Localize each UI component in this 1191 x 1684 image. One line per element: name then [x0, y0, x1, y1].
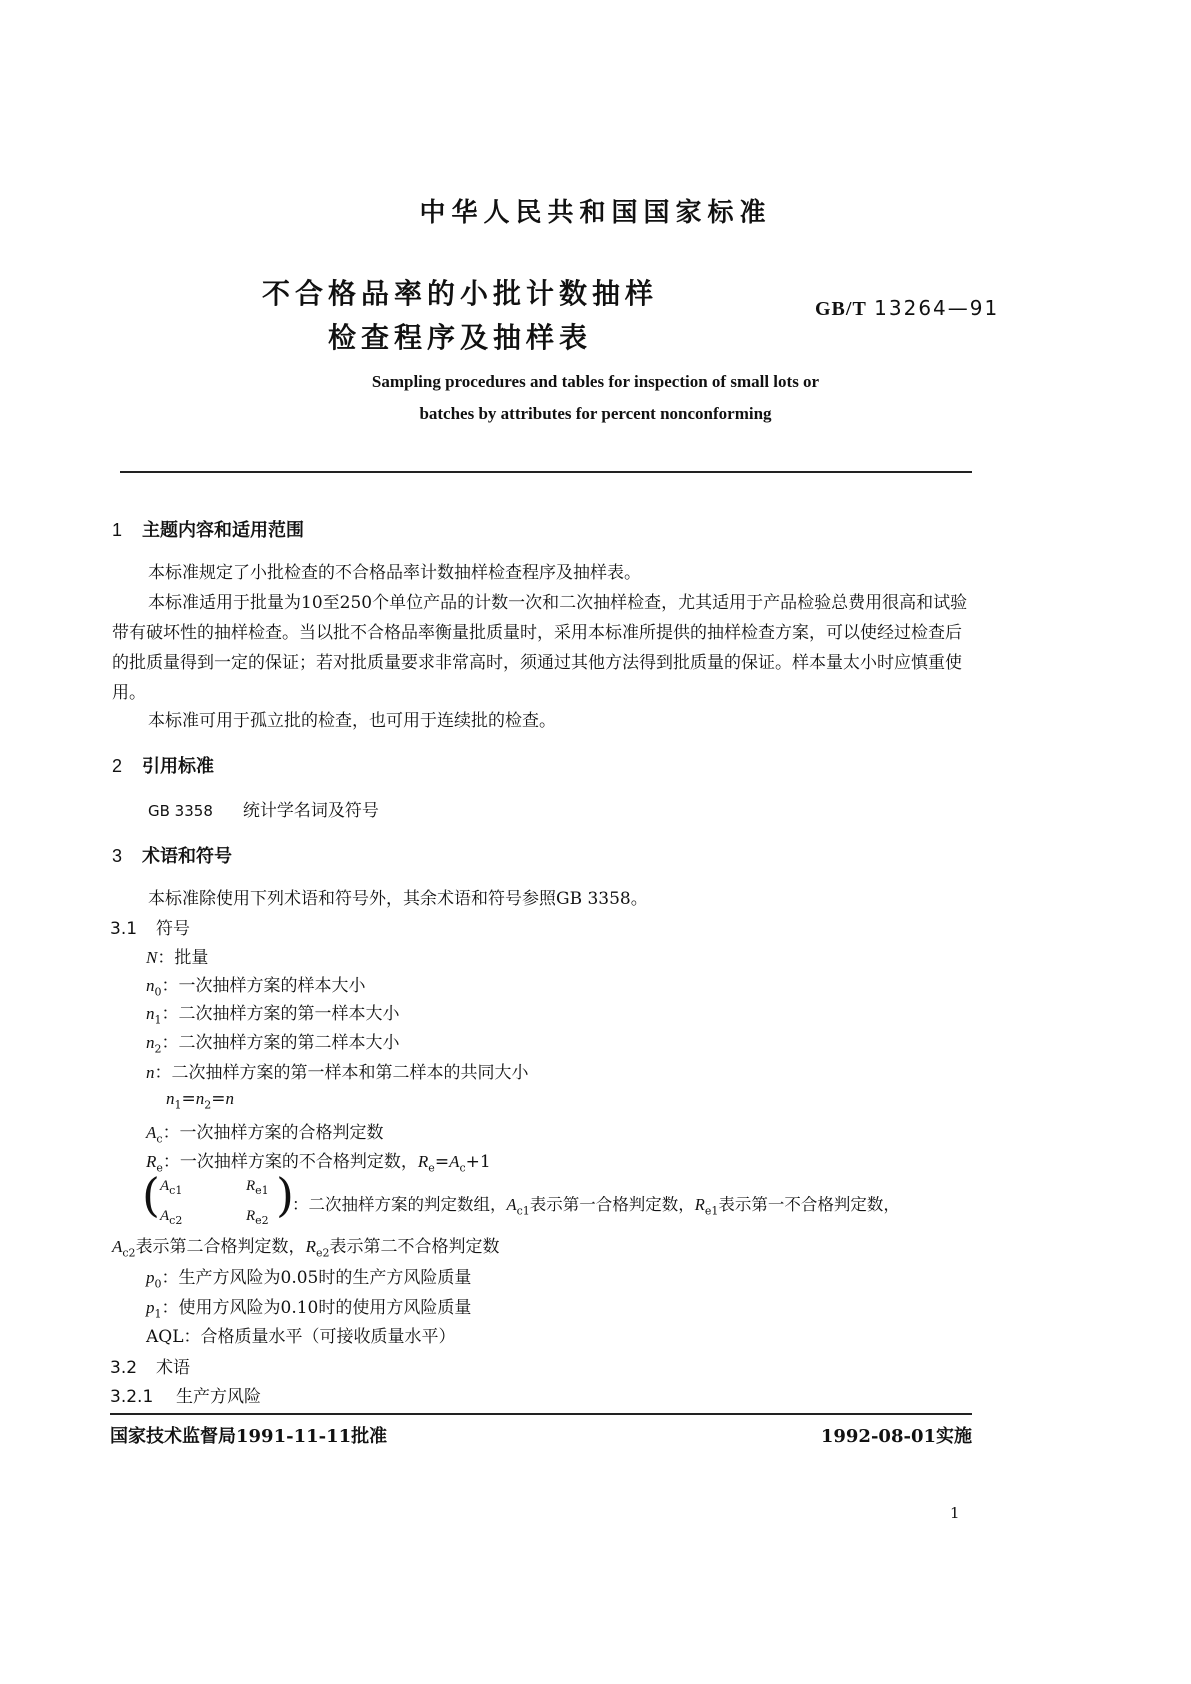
symbol-p1-definition: ：使用方风险为0.10时的使用方风险质量: [161, 1298, 472, 1318]
symbol-n-definition: ：二次抽样方案的第一样本和第二样本的共同大小: [154, 1063, 529, 1083]
def-Re2-subscript: e2: [315, 1246, 330, 1260]
symbol-n: [146, 1058, 529, 1083]
reference-standard: [148, 796, 379, 821]
symbol-n0-subscript: 0: [154, 985, 162, 999]
def-Ac1-subscript: c1: [516, 1204, 530, 1218]
reference-code: GB 3358: [148, 802, 213, 820]
section-3-1-number: 3.1: [110, 919, 138, 939]
bottom-divider: [110, 1413, 972, 1415]
section-3-2-heading: [110, 1353, 190, 1378]
re-eq-A-subscript: c: [459, 1161, 466, 1175]
standard-prefix: GB/T: [815, 298, 867, 320]
def-Ac2-text: 表示第二合格判定数，: [135, 1237, 306, 1257]
symbol-p1: [146, 1293, 471, 1320]
symbol-Ac-letter: A: [146, 1123, 157, 1142]
def-Re1-subscript: e1: [704, 1204, 719, 1218]
eq-n1-letter: n: [166, 1089, 175, 1108]
symbol-n2-letter: n: [146, 1033, 155, 1052]
matrix-Re2-subscript: e2: [255, 1214, 269, 1227]
def-Re1-text: 表示第一不合格判定数，: [718, 1195, 900, 1214]
symbol-n-letter: n: [146, 1063, 155, 1082]
symbol-n1: [146, 999, 400, 1026]
symbol-N: [146, 943, 208, 968]
eq-n2-subscript: 2: [204, 1098, 212, 1112]
symbol-p1-letter: p: [146, 1298, 155, 1317]
section-3-number: 3: [112, 846, 123, 866]
eq-equals-1: =: [181, 1089, 196, 1109]
section-3-heading: [112, 842, 232, 868]
page-number: 1: [950, 1504, 960, 1522]
symbol-p0: [146, 1263, 471, 1290]
def-Re2-text: 表示第二不合格判定数: [329, 1237, 500, 1257]
symbol-Ac-subscript: c: [156, 1132, 163, 1146]
title-line-1: 不合格品率的小批计数抽样: [261, 277, 658, 310]
section-2-heading: [112, 752, 214, 778]
symbol-n2-definition: ：二次抽样方案的第二样本大小: [161, 1033, 400, 1053]
matrix-Ac2-subscript: c2: [169, 1214, 183, 1227]
standard-number: [815, 296, 999, 321]
implementation-date: 1992-08-01实施: [820, 1426, 972, 1447]
matrix-right-brace: ): [276, 1168, 294, 1222]
english-title-line-2: batches by attributes for percent nonconforming: [419, 404, 772, 423]
symbol-p0-subscript: 0: [154, 1277, 162, 1291]
matrix-Re2-letter: R: [246, 1208, 256, 1224]
def-Re1-letter: R: [694, 1195, 705, 1214]
section-2-title: 引用标准: [142, 756, 214, 777]
section-1-paragraph-1: 本标准规定了小批检查的不合格品率计数抽样检查程序及抽样表。: [148, 563, 641, 583]
symbol-Re: [146, 1147, 491, 1174]
re-eq-plus-one: +1: [465, 1152, 491, 1172]
def-Ac1-text: 表示第一合格判定数，: [529, 1195, 695, 1214]
english-title-line-1: Sampling procedures and tables for inspection of small lots or: [371, 372, 820, 391]
eq-n1-subscript: 1: [174, 1098, 182, 1112]
re-eq-equals: =: [434, 1152, 450, 1172]
section-3-2-1-number: 3.2.1: [110, 1387, 154, 1407]
section-3-2-1-title: 生产方风险: [176, 1387, 261, 1407]
section-1-title: 主题内容和适用范围: [142, 520, 304, 541]
matrix-Re1: [246, 1176, 269, 1197]
matrix-Ac1-subscript: c1: [169, 1184, 183, 1197]
section-3-paragraph: 本标准除使用下列术语和符号外，其余术语和符号参照GB 3358。: [148, 889, 648, 909]
approval-date: 国家技术监督局1991-11-11批准: [110, 1426, 388, 1447]
matrix-Ac2: [160, 1206, 182, 1227]
section-1-number: 1: [112, 520, 123, 540]
matrix-Re1-subscript: e1: [255, 1184, 269, 1197]
symbol-n1-subscript: 1: [154, 1013, 162, 1027]
def-Ac2-letter: A: [112, 1237, 123, 1256]
matrix-Ac2-letter: A: [160, 1208, 170, 1224]
symbol-n0: [146, 971, 366, 998]
section-3-2-1-heading: [110, 1382, 261, 1407]
matrix-definition-line-1: [292, 1191, 900, 1217]
def-Ac1-letter: A: [506, 1195, 517, 1214]
symbol-p0-letter: p: [146, 1268, 155, 1287]
top-divider: [120, 471, 972, 473]
equation-n1-n2-n: [166, 1089, 234, 1111]
symbol-Ac-definition: ：一次抽样方案的合格判定数: [162, 1123, 384, 1143]
eq-equals-2: =: [211, 1089, 226, 1109]
document-header: 中华人民共和国国家标准: [419, 198, 772, 228]
section-1-heading: [112, 516, 304, 542]
symbol-Re-definition: ：一次抽样方案的不合格判定数，: [162, 1152, 418, 1172]
standard-code: 13264—91: [874, 296, 1000, 320]
matrix-definition-line-2: [112, 1232, 499, 1259]
re-eq-R: R: [417, 1152, 429, 1171]
eq-n2-letter: n: [195, 1089, 205, 1108]
symbol-Re-letter: R: [146, 1152, 157, 1171]
symbol-n1-letter: n: [146, 1004, 155, 1023]
section-3-1-title: 符号: [156, 919, 190, 939]
re-eq-R-subscript: e: [428, 1161, 435, 1175]
eq-n-letter: n: [225, 1089, 234, 1108]
symbol-p0-definition: ：生产方风险为0.05时的生产方风险质量: [161, 1268, 472, 1288]
section-3-1-heading: [110, 914, 190, 939]
symbol-Ac: [146, 1118, 384, 1145]
def-Ac2-subscript: c2: [122, 1246, 136, 1260]
matrix-left-brace: (: [142, 1168, 160, 1222]
matrix-Re2: [246, 1206, 269, 1227]
section-1-paragraph-3: 本标准可用于孤立批的检查，也可用于连续批的检查。: [148, 711, 556, 731]
reference-name: 统计学名词及符号: [242, 801, 379, 821]
symbol-n2: [146, 1028, 400, 1055]
symbol-N-definition: ：批量: [157, 948, 209, 968]
matrix-group-definition: ：二次抽样方案的判定数组，: [292, 1195, 507, 1214]
section-3-2-number: 3.2: [110, 1358, 138, 1378]
symbol-n0-letter: n: [146, 976, 155, 995]
matrix-Ac1-letter: A: [160, 1178, 170, 1194]
symbol-n0-definition: ：一次抽样方案的样本大小: [161, 976, 366, 996]
title-line-2: 检查程序及抽样表: [327, 321, 592, 354]
symbol-N-letter: N: [146, 948, 158, 967]
re-eq-A: A: [449, 1152, 460, 1171]
section-3-2-title: 术语: [156, 1358, 190, 1378]
def-Re2-letter: R: [305, 1237, 316, 1256]
section-2-number: 2: [112, 756, 123, 776]
symbol-n2-subscript: 2: [154, 1042, 162, 1056]
section-1-paragraph-2: 本标准适用于批量为10至250个单位产品的计数一次和二次抽样检查，尤其适用于产品检验总费用很高和试验带有破坏性的抽样检查。当以批不合格品率衡量批质量时，采用本标准所提供的抽样检查方案，可以使经过检查后的批质量得到一定的保证；若对批质量要求非常高时，须通过其他方法得到批质量的保证。样本量太小时应慎重使用。: [112, 593, 968, 703]
symbol-Re-subscript: e: [156, 1161, 163, 1175]
matrix-Re1-letter: R: [246, 1178, 256, 1194]
symbol-AQL: AQL：合格质量水平（可接收质量水平）: [146, 1327, 456, 1347]
matrix-Ac1: [160, 1176, 182, 1197]
section-3-title: 术语和符号: [142, 846, 232, 867]
symbol-n1-definition: ：二次抽样方案的第一样本大小: [161, 1004, 400, 1024]
symbol-p1-subscript: 1: [154, 1307, 162, 1321]
